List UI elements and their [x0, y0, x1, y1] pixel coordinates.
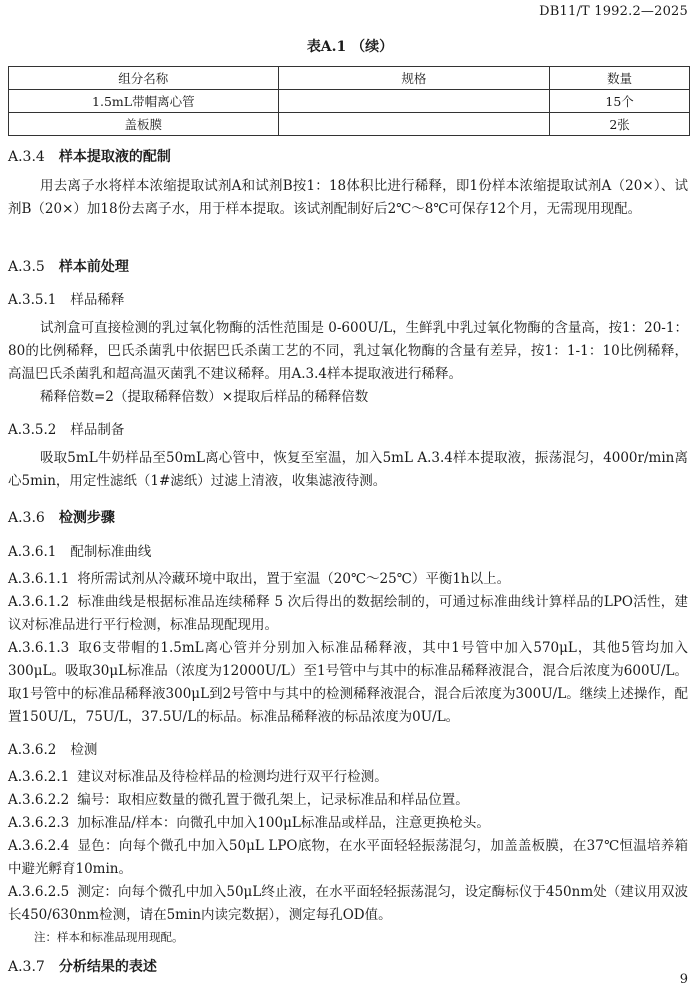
- section-number: A.3.6.1: [8, 544, 57, 560]
- table-cell-spec: [278, 113, 550, 136]
- column-header-name: 组分名称: [9, 67, 279, 90]
- section-number: A.3.6: [8, 510, 45, 526]
- section-title: 分析结果的表述: [58, 959, 157, 975]
- components-table: [8, 66, 690, 136]
- table-cell-qty: 2张: [550, 113, 690, 136]
- section-title: 样品稀释: [70, 292, 125, 308]
- column-header-spec: 规格: [278, 67, 550, 90]
- item-number: A.3.6.2.1: [8, 769, 70, 785]
- column-header-qty: 数量: [550, 67, 690, 90]
- section-number: A.3.6.2: [8, 742, 57, 758]
- item-text: 测定：向每个微孔中加入50μL终止液，在水平面轻轻振荡混匀，设定酶标仪于450nm处（建议用双波长450/630nm检测，请在5min内读完数据），测定每孔OD值。: [8, 884, 688, 923]
- list-item: [8, 637, 688, 729]
- subsection-heading-a351: [8, 288, 124, 308]
- item-number: A.3.6.2.5: [8, 884, 70, 900]
- item-text: 加标准品/样本：向微孔中加入100μL标准品或样品，注意更换枪头。: [77, 815, 490, 831]
- table-cell-spec: [278, 90, 550, 113]
- list-item: [8, 835, 688, 881]
- section-title: 样本提取液的配制: [58, 149, 171, 165]
- item-text: 将所需试剂从冷藏环境中取出，置于室温（20℃～25℃）平衡1h以上。: [77, 571, 511, 587]
- section-title: 配制标准曲线: [70, 544, 152, 560]
- item-text: 取6支带帽的1.5mL离心管并分别加入标准品稀释液，其中1号管中加入570μL，其他5管均加入300μL。吸取30μL标准品（浓度为12000U/L）至1号管中与其中的标准品稀释液混合，混合后浓度为600U/L。取1号管中的标准品稀释液300μL到2号管中与其中的检测稀释液混合，混合后浓度为300U/L。继续上述操作，配置150U/L，75U/L，37.5U/L的标品。标准品稀释液的标品浓度为0U/L。: [8, 640, 688, 725]
- section-title: 检测步骤: [58, 510, 115, 526]
- list-item: [8, 568, 688, 591]
- list-item: [8, 812, 688, 835]
- item-number: A.3.6.2.4: [8, 838, 70, 854]
- section-number: A.3.5.2: [8, 422, 57, 438]
- item-number: A.3.6.2.3: [8, 815, 70, 831]
- table-cell-name: 1.5mL带帽离心管: [9, 90, 279, 113]
- table-cell-qty: 15个: [550, 90, 690, 113]
- section-number: A.3.4: [8, 149, 45, 165]
- section-heading-a37: [8, 956, 157, 976]
- note: 注：样本和标准品现用现配。: [34, 930, 184, 944]
- section-heading-a36: [8, 507, 115, 527]
- list-item: [8, 591, 688, 637]
- table-row: [9, 113, 690, 136]
- paragraph-sample-prep: 吸取5mL牛奶样品至50mL离心管中，恢复至室温，加入5mL A.3.4样本提取液，振荡混匀，4000r/min离心5min，用定性滤纸（1#滤纸）过滤上清液，收集滤液待测。: [8, 450, 688, 489]
- item-number: A.3.6.1.3: [8, 640, 70, 656]
- dilution-formula: 稀释倍数=2（提取稀释倍数）×提取后样品的稀释倍数: [40, 389, 369, 405]
- item-text: 建议对标准品及待检样品的检测均进行双平行检测。: [77, 769, 388, 785]
- table-row: [9, 90, 690, 113]
- item-text: 显色：向每个微孔中加入50μL LPO底物，在水平面轻轻振荡混匀，加盖盖板膜，在37℃恒温培养箱中避光孵育10min。: [8, 838, 688, 877]
- page-number: 9: [679, 972, 688, 987]
- item-number: A.3.6.1.1: [8, 571, 70, 587]
- paragraph-sample-dilution: 试剂盒可直接检测的乳过氧化物酶的活性范围是 0-600U/L，生鲜乳中乳过氧化物酶的含量高，按1：20-1：80的比例稀释，巴氏杀菌乳中依据巴氏杀菌工艺的不同，乳过氧化物酶的含量有差异，按1：1-1：10比例稀释，高温巴氏杀菌乳和超高温灭菌乳不建议稀释。用A.3.4样本提取液进行稀释。: [8, 320, 688, 382]
- section-title: 样本前处理: [58, 259, 129, 275]
- section-heading-a34: [8, 146, 171, 166]
- section-heading-a35: [8, 256, 129, 276]
- section-number: A.3.5: [8, 259, 45, 275]
- table-cell-name: 盖板膜: [9, 113, 279, 136]
- item-number: A.3.6.1.2: [8, 594, 70, 610]
- list-item: [8, 766, 688, 789]
- table-header-row: [9, 67, 690, 90]
- subsection-heading-a362: [8, 738, 97, 758]
- list-item: [8, 789, 688, 812]
- document-code: DB11/T 1992.2—2025: [539, 4, 688, 19]
- section-title: 检测: [70, 742, 98, 758]
- paragraph-extraction-solution: 用去离子水将样本浓缩提取试剂A和试剂B按1：18体积比进行稀释，即1份样本浓缩提取试剂A（20×）、试剂B（20×）加18份去离子水，用于样本提取。该试剂配制好后2℃～8℃可保存12个月，无需现用现配。: [8, 178, 688, 217]
- item-text: 标准曲线是根据标准品连续稀释 5 次后得出的数据绘制的，可通过标准曲线计算样品的LPO活性，建议对标准品进行平行检测，标准品现配现用。: [8, 594, 688, 633]
- item-number: A.3.6.2.2: [8, 792, 70, 808]
- section-title: 样品制备: [70, 422, 125, 438]
- list-item: [8, 881, 688, 927]
- table-title: 表A.1 （续）: [306, 39, 394, 55]
- item-text: 编号：取相应数量的微孔置于微孔架上，记录标准品和样品位置。: [77, 792, 469, 808]
- section-number: A.3.5.1: [8, 292, 57, 308]
- subsection-heading-a352: [8, 418, 124, 438]
- subsection-heading-a361: [8, 540, 151, 560]
- section-number: A.3.7: [8, 959, 45, 975]
